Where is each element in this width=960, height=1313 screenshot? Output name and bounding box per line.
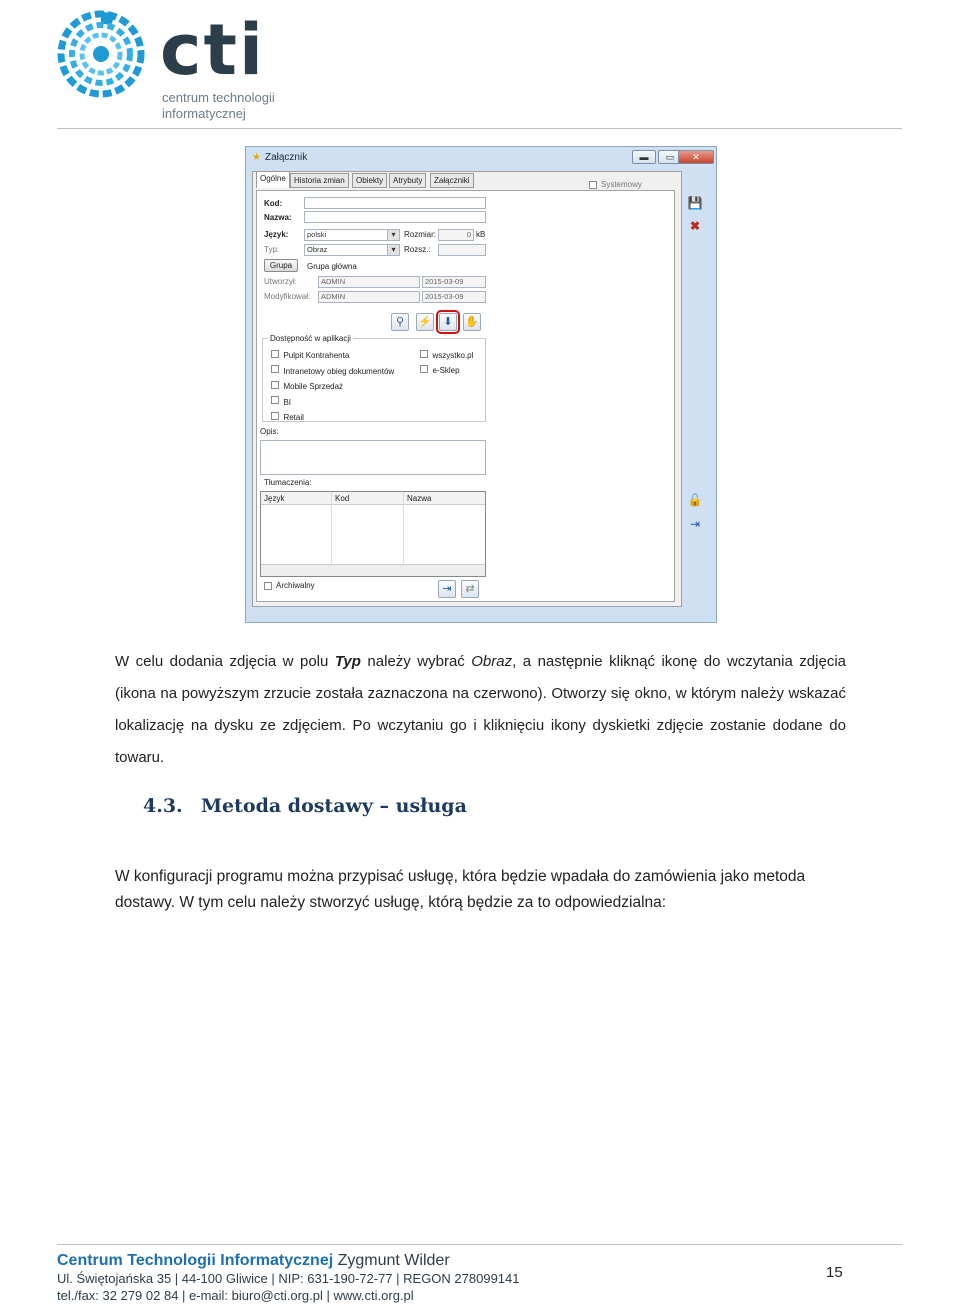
nazwa-input[interactable] <box>304 211 486 223</box>
section-heading <box>143 795 467 817</box>
grid-header <box>261 492 485 505</box>
footer-contact: tel./fax: 32 279 02 84 | e-mail: biuro@cti.org.pl | www.cti.org.pl <box>57 1288 414 1303</box>
app-item[interactable]: e-Sklep <box>420 360 473 375</box>
app-item[interactable]: Pulpit Kontrahenta <box>271 345 394 361</box>
tab-zalaczniki[interactable]: Załączniki <box>430 173 474 188</box>
opis-label: Opis: <box>260 427 279 436</box>
kod-input[interactable] <box>304 197 486 209</box>
app-item[interactable]: Intranetowy obieg dokumentów <box>271 361 394 377</box>
window-title <box>252 152 307 163</box>
kod-label: Kod: <box>264 199 283 208</box>
tab-atrybuty[interactable]: Atrybuty <box>389 173 426 188</box>
systemowy-checkbox[interactable] <box>589 181 597 189</box>
tab-historia-zmian[interactable]: Historia zmian <box>290 173 349 188</box>
jezyk-label: Język: <box>264 230 289 239</box>
grupa-button[interactable]: Grupa <box>264 259 298 272</box>
grid-col-kod[interactable]: Kod <box>335 494 350 503</box>
close-button[interactable]: ✕ <box>678 150 714 164</box>
horizontal-scrollbar[interactable] <box>261 564 485 576</box>
grid-col-jezyk[interactable]: Język <box>264 494 285 503</box>
logo-subtitle-line1: centrum technologii <box>162 90 275 105</box>
opis-textarea[interactable] <box>260 440 486 475</box>
attachment-window <box>245 146 717 623</box>
app-item[interactable]: Mobile Sprzedaż <box>271 376 394 392</box>
load-file-icon[interactable]: ⬇ <box>439 313 457 331</box>
logo-subtitle <box>162 90 275 122</box>
lock-icon[interactable]: 🔓 <box>687 493 703 507</box>
star-icon: ★ <box>252 152 261 163</box>
preview-magnifier-icon[interactable]: ⚲ <box>391 313 409 331</box>
export-icon[interactable]: ⇥ <box>438 580 456 598</box>
modyfikowal-user: ADMIN <box>318 291 420 303</box>
nazwa-label: Nazwa: <box>264 213 292 222</box>
tab-obiekty[interactable]: Obiekty <box>352 173 387 188</box>
app-item[interactable]: Retail <box>271 407 394 423</box>
pin-icon[interactable]: ⇥ <box>689 517 701 531</box>
rozmiar-unit: kB <box>476 230 486 239</box>
typ-label: Typ: <box>264 245 280 254</box>
logo-subtitle-line2: informatycznej <box>162 106 246 121</box>
grupa-value: Grupa główna <box>307 262 357 271</box>
rozsz-label: Rozsz.: <box>404 245 431 254</box>
tlumaczenia-label: Tłumaczenia: <box>264 478 312 487</box>
app-item[interactable]: wszystko.pl <box>420 345 473 360</box>
heading-text: Metoda dostawy – usługa <box>201 795 467 817</box>
window-title-text: Załącznik <box>264 152 308 163</box>
maximize-button[interactable]: ▭ <box>658 150 682 164</box>
page-number: 15 <box>826 1264 843 1281</box>
utworzyl-date: 2015-03-09 <box>422 276 486 288</box>
paragraph-delivery-method: W konfiguracji programu można przypisać usługę, która będzie wpadała do zamówienia jako metoda dostawy. W tym celu należy stworzyć usługę, którą będzie za to odpowiedzialna: <box>115 868 806 911</box>
heading-number: 4.3. <box>143 795 183 817</box>
utworzyl-user: ADMIN <box>318 276 420 288</box>
archiwalny-label: Archiwalny <box>276 581 315 590</box>
app-item[interactable]: BI <box>271 392 394 408</box>
cancel-icon[interactable]: ✖ <box>689 219 701 233</box>
translations-grid[interactable] <box>260 491 486 577</box>
systemowy-label: Systemowy <box>601 180 642 189</box>
footer-divider <box>57 1244 902 1245</box>
cti-logo-wordmark: cti <box>160 9 265 91</box>
save-disk-icon[interactable]: 💾 <box>687 196 703 210</box>
utworzyl-label: Utworzył: <box>264 277 297 286</box>
jezyk-select[interactable]: polski ▾ <box>304 229 400 241</box>
clear-file-icon[interactable]: ✋ <box>463 313 481 331</box>
availability-label: Dostępność w aplikacji <box>270 334 351 343</box>
tab-ogolne[interactable]: Ogólne <box>256 171 290 188</box>
typ-select[interactable]: Obraz ▾ <box>304 244 400 256</box>
minimize-button[interactable]: ▬ <box>632 150 656 164</box>
scan-icon[interactable]: ⚡ <box>416 313 434 331</box>
apps-right-list <box>420 345 473 375</box>
header-divider <box>57 128 902 129</box>
footer-address: Ul. Świętojańska 35 | 44-100 Gliwice | NIP: 631-190-72-77 | REGON 278099141 <box>57 1271 520 1286</box>
link-icon[interactable]: ⇄ <box>461 580 479 598</box>
grid-col-nazwa[interactable]: Nazwa <box>407 494 432 503</box>
apps-left-list <box>271 345 394 423</box>
modyfikowal-label: Modyfikował: <box>264 292 311 301</box>
rozsz-value <box>438 244 486 256</box>
rozmiar-value: 0 <box>438 229 474 241</box>
archiwalny-checkbox[interactable] <box>264 582 272 590</box>
footer-company: Centrum Technologii Informatycznej Zygmunt Wilder <box>57 1252 450 1269</box>
paragraph-photo-instructions: W celu dodania zdjęcia w polu Typ należy wybrać Obraz, a następnie kliknąć ikonę do wczytania zdjęcia (ikona na powyższym zrzucie została zaznaczona na czerwono). Otworzy się okno, w którym należy wskazać lokalizację na dysku ze zdjęciem. Po wczytaniu go i kliknięciu ikony dyskietki zdjęcie zostanie dodane do towaru. <box>115 653 846 766</box>
rozmiar-label: Rozmiar: <box>404 230 437 239</box>
modyfikowal-date: 2015-03-09 <box>422 291 486 303</box>
cti-logo-mark <box>55 8 147 100</box>
